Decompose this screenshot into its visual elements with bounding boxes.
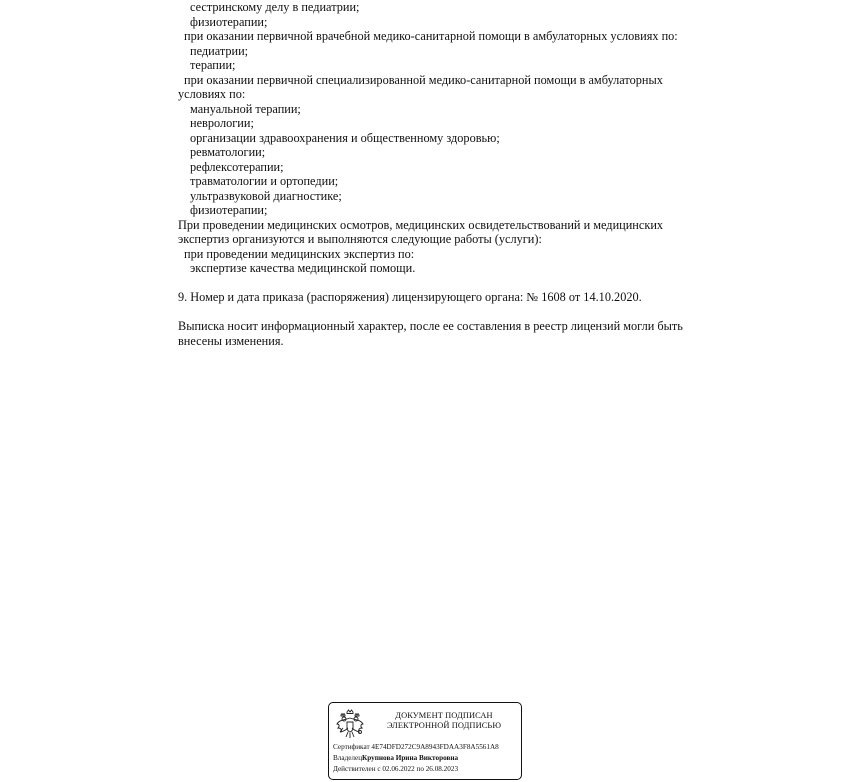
- document-line: внесены изменения.: [178, 333, 284, 348]
- stamp-title: [369, 711, 519, 731]
- stamp-validity-row: [333, 765, 458, 774]
- blank-line: [178, 276, 678, 291]
- document-line: организации здравоохранения и общественному здоровью;: [190, 130, 500, 145]
- electronic-signature-stamp: [328, 702, 522, 780]
- certificate-label: Сертификат: [333, 743, 370, 751]
- coat-of-arms-icon: [335, 708, 365, 740]
- document-line: физиотерапии;: [190, 203, 268, 217]
- document-line: при проведении медицинских экспертиз по:: [184, 246, 415, 261]
- document-line: ультразвуковой диагностике;: [190, 188, 342, 203]
- stamp-owner-row: [333, 754, 458, 763]
- document-line: терапии;: [190, 58, 236, 72]
- stamp-title-line-1: ДОКУМЕНТ ПОДПИСАН: [395, 711, 493, 720]
- stamp-title-line-2: ЭЛЕКТРОННОЙ ПОДПИСЬЮ: [386, 721, 502, 730]
- document-line: 9. Номер и дата приказа (распоряжения) лицензирующего органа: № 1608 от 14.10.2020.: [178, 290, 642, 304]
- document-line: педиатрии;: [190, 43, 249, 58]
- document-line: рефлексотерапии;: [190, 159, 284, 174]
- document-line: ревматологии;: [190, 145, 266, 159]
- stamp-certificate-row: [333, 743, 499, 752]
- owner-label: Владелец: [333, 754, 363, 762]
- document-line: физиотерапии;: [190, 14, 268, 29]
- document-line: сестринскому делу в педиатрии;: [190, 0, 360, 14]
- document-line: неврологии;: [190, 116, 254, 130]
- blank-line: [178, 305, 678, 320]
- validity-text: Действителен с 02.06.2022 по 26.08.2023: [333, 765, 459, 773]
- document-body: [178, 0, 683, 348]
- document-line: мануальной терапии;: [190, 101, 301, 116]
- document-line: при оказании первичной специализированной медико-санитарной помощи в амбулаторных: [184, 72, 663, 87]
- owner-value: Крупнова Ирина Викторовна: [362, 754, 459, 762]
- document-line: экспертизе качества медицинской помощи.: [190, 261, 416, 275]
- document-line: При проведении медицинских осмотров, медицинских освидетельствований и медицинских: [178, 217, 664, 232]
- document-line: экспертиз организуются и выполняются следующие работы (услуги):: [178, 232, 542, 246]
- document-line: Выписка носит информационный характер, после ее составления в реестр лицензий могли быть: [178, 319, 683, 333]
- certificate-value: 4E74DFD272C9A8943FDAA3F8A5561A8: [371, 743, 499, 751]
- document-line: травматологии и ортопедии;: [190, 174, 339, 188]
- document-line: при оказании первичной врачебной медико-санитарной помощи в амбулаторных условиях по:: [184, 29, 678, 43]
- document-line: условиях по:: [178, 87, 246, 101]
